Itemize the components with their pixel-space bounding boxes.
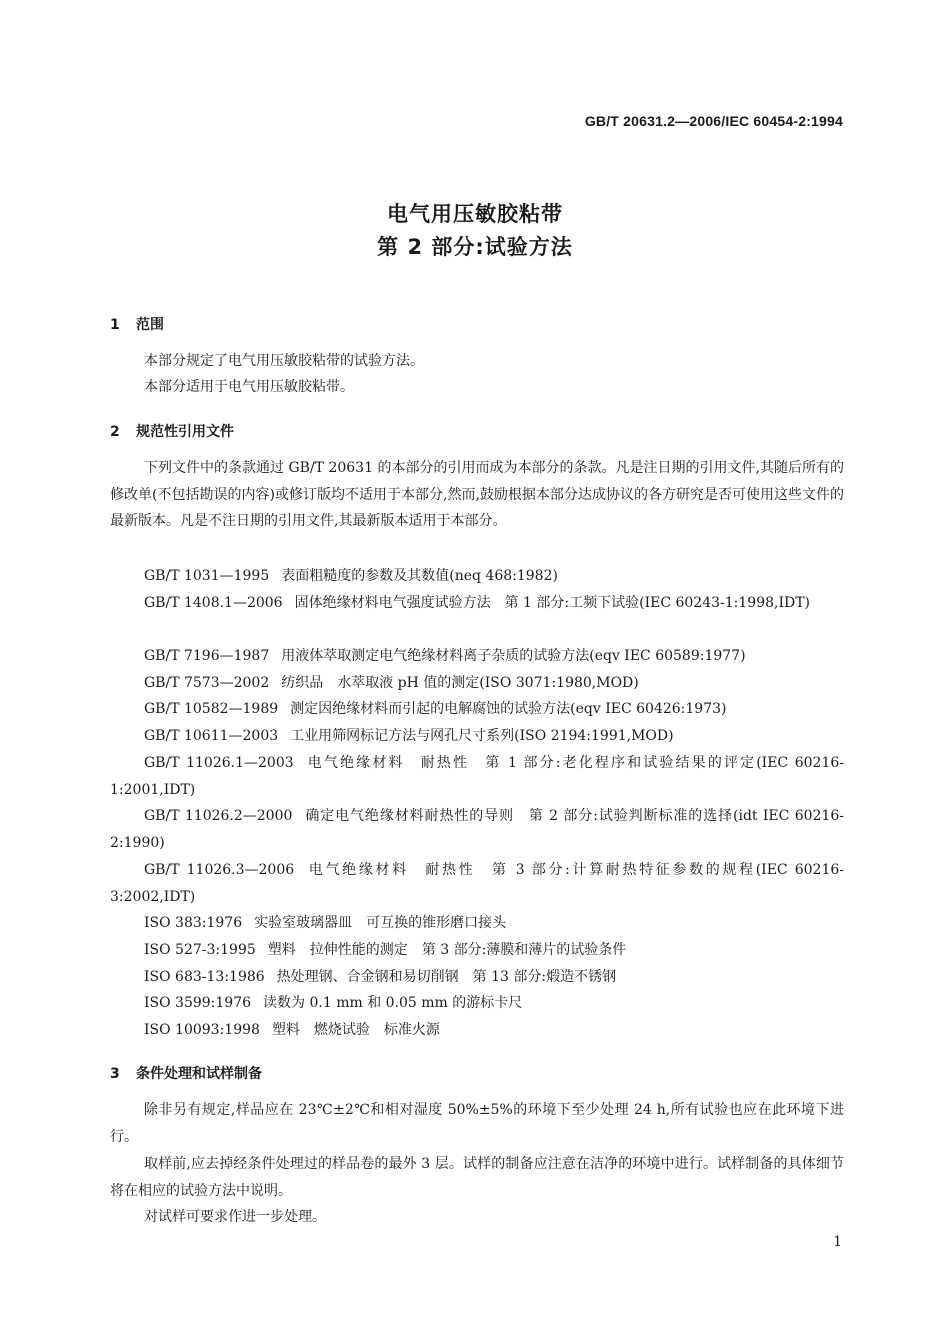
page-number: 1 [833, 1234, 842, 1250]
section-title: 条件处理和试样制备 [136, 1066, 262, 1082]
reference-code: ISO 3599:1976 [144, 995, 252, 1011]
section-heading-1 [110, 314, 164, 334]
section-number: 3 [110, 1066, 120, 1082]
paragraph: 本部分适用于电气用压敏胶粘带。 [144, 379, 354, 395]
reference-title: 工业用筛网标记方法与网孔尺寸系列(ISO 2194:1991,MOD) [290, 728, 674, 744]
reference-title: 读数为 0.1 mm 和 0.05 mm 的游标卡尺 [263, 995, 523, 1011]
reference-code: GB/T 11026.3—2006 [144, 862, 295, 878]
reference-title: 塑料 拉伸性能的测定 第 3 部分:薄膜和薄片的试验条件 [267, 942, 627, 958]
reference-title: 用液体萃取测定电气绝缘材料离子杂质的试验方法(eqv IEC 60589:1977) [281, 648, 746, 664]
reference-title: 热处理钢、合金钢和易切削钢 第 13 部分:煅造不锈钢 [276, 969, 617, 985]
section-title: 规范性引用文件 [136, 424, 234, 440]
paragraph: 除非另有规定,样品应在 23℃±2℃和相对湿度 50%±5%的环境下至少处理 24 h,所有试验也应在此环境下进行。 [110, 1102, 844, 1145]
reference-item [110, 696, 844, 723]
reference-item [110, 670, 844, 697]
standard-code: GB/T 20631.2—2006/IEC 60454-2:1994 [584, 113, 843, 129]
reference-code: GB/T 1031—1995 [144, 568, 270, 584]
reference-code: GB/T 10582—1989 [144, 701, 279, 717]
reference-code: GB/T 11026.2—2000 [144, 808, 293, 824]
reference-title: 表面粗糙度的参数及其数值(neq 468:1982) [281, 568, 558, 584]
reference-code: ISO 527-3:1995 [144, 942, 256, 958]
reference-code: GB/T 10611—2003 [144, 728, 279, 744]
reference-item [110, 723, 844, 750]
document-title: 电气用压敏胶粘带 [387, 202, 563, 226]
reference-title: 纺织品 水萃取液 pH 值的测定(ISO 3071:1980,MOD) [281, 675, 639, 691]
reference-code: GB/T 7196—1987 [144, 648, 270, 664]
reference-title: 固体绝缘材料电气强度试验方法 第 1 部分:工频下试验(IEC 60243-1:1998,IDT) [294, 595, 811, 611]
paragraph: 对试样可要求作进一步处理。 [144, 1209, 326, 1225]
paragraph: 本部分规定了电气用压敏胶粘带的试验方法。 [144, 353, 424, 369]
reference-item [110, 563, 844, 590]
reference-title: 确定电气绝缘材料耐热性的导则 第 2 部分:试验判断标准的选择(idt IEC 60216-2:1990) [110, 808, 844, 851]
reference-code: ISO 383:1976 [144, 915, 243, 931]
reference-code: ISO 683-13:1986 [144, 969, 265, 985]
section-heading-2 [110, 421, 234, 441]
document-subtitle: 第 2 部分:试验方法 [377, 235, 573, 259]
reference-code: GB/T 11026.1—2003 [144, 755, 294, 771]
reference-title: 电气绝缘材料 耐热性 第 3 部分:计算耐热特征参数的规程(IEC 60216-3:2002,IDT) [110, 862, 844, 905]
reference-code: ISO 10093:1998 [144, 1022, 260, 1038]
reference-item [110, 857, 844, 910]
reference-item [110, 937, 844, 964]
reference-item [110, 643, 844, 670]
reference-title: 电气绝缘材料 耐热性 第 1 部分:老化程序和试验结果的评定(IEC 60216-1:2001,IDT) [110, 755, 844, 798]
paragraph: 取样前,应去掉经条件处理过的样品卷的最外 3 层。试样的制备应注意在洁净的环境中进行。试样制备的具体细节将在相应的试验方法中说明。 [110, 1156, 844, 1199]
section-title: 范围 [136, 317, 164, 333]
reference-code: GB/T 1408.1—2006 [144, 595, 283, 611]
reference-item [110, 910, 844, 937]
paragraph: 下列文件中的条款通过 GB/T 20631 的本部分的引用而成为本部分的条款。凡是注日期的引用文件,其随后所有的修改单(不包括勘误的内容)或修订版均不适用于本部分,然而,鼓励根据本部分达成协议的各方研究是否可使用这些文件的最新版本。凡是不注日期的引用文件,其最新版本适用于本部分。 [110, 460, 844, 529]
reference-item [110, 803, 844, 856]
section-number: 1 [110, 317, 120, 333]
reference-title: 塑料 燃烧试验 标准火源 [271, 1022, 440, 1038]
reference-title: 测定因绝缘材料而引起的电解腐蚀的试验方法(eqv IEC 60426:1973) [290, 701, 727, 717]
section-heading-3 [110, 1063, 262, 1083]
reference-item [110, 1017, 844, 1044]
section-number: 2 [110, 424, 120, 440]
reference-code: GB/T 7573—2002 [144, 675, 270, 691]
reference-item [110, 590, 844, 617]
reference-item [110, 990, 844, 1017]
reference-item [110, 750, 844, 803]
reference-item [110, 964, 844, 991]
reference-title: 实验室玻璃器皿 可互换的锥形磨口接头 [254, 915, 507, 931]
